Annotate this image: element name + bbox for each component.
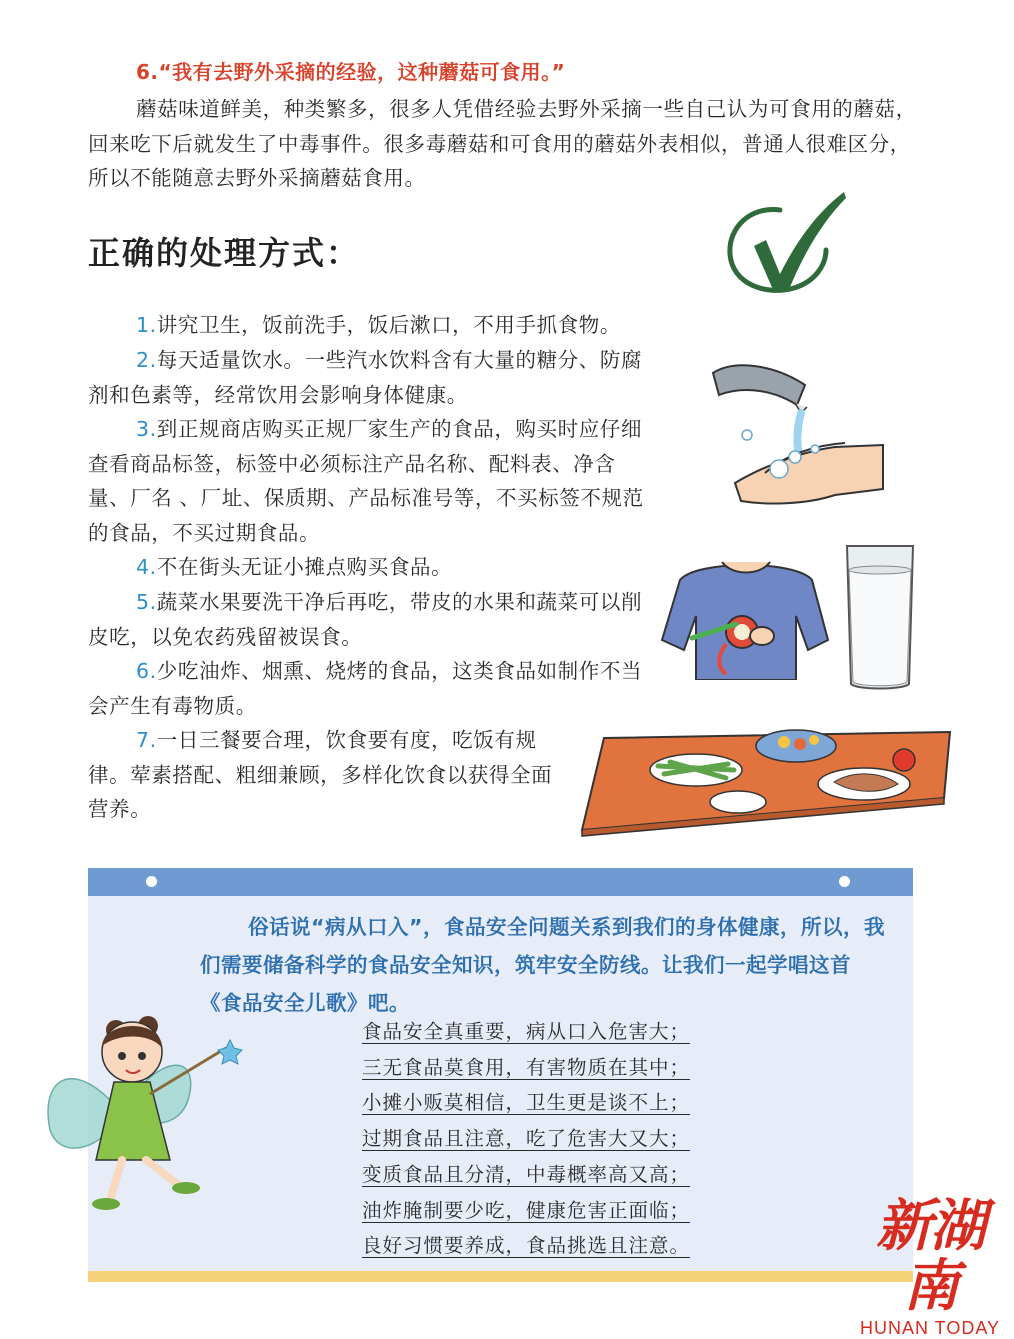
song-line: 良好习惯要养成，食品挑选且注意。 — [362, 1234, 691, 1258]
meal-table-illustration — [578, 720, 958, 840]
item-number: 5. — [136, 590, 157, 614]
banner-dot — [839, 876, 850, 887]
song-line: 变质食品且分清，中毒概率高又高； — [362, 1162, 691, 1186]
item-number: 2. — [136, 348, 157, 372]
song-line: 过期食品且注意，吃了危害大又大； — [362, 1127, 691, 1151]
brand-subtitle: HUNAN TODAY — [859, 1318, 1001, 1338]
fairy-illustration — [30, 990, 250, 1220]
banner-dot — [146, 876, 157, 887]
banner-intro-text: 俗话说“病从口入”，食品安全问题关系到我们的身体健康，所以，我们需要储备科学的食品安全知识，筑牢安全防线。让我们一起学唱这首《食品安全儿歌》吧。 — [200, 915, 885, 1015]
song-lyrics — [362, 1014, 690, 1264]
item-number: 7. — [136, 728, 157, 752]
list-item — [88, 654, 648, 723]
item-number: 6. — [136, 659, 157, 683]
banner-intro — [200, 908, 890, 1022]
checkmark-icon — [718, 188, 858, 308]
item-number: 3. — [136, 417, 157, 441]
list-item — [88, 343, 648, 412]
intro-paragraph-text: 蘑菇味道鲜美，种类繁多，很多人凭借经验去野外采摘一些自己认为可食用的蘑菇，回来吃下后就发生了中毒事件。很多毒蘑菇和可食用的蘑菇外表相似，普通人很难区分，所以不能随意去野外采摘蘑菇食用。 — [88, 97, 917, 190]
list-item — [88, 550, 648, 585]
list-item — [88, 308, 668, 343]
brand-logo — [850, 1193, 1010, 1339]
handwashing-illustration — [705, 355, 885, 515]
item-text: 一日三餐要合理，饮食要有度，吃饭有规律。荤素搭配、粗细兼顾，多样化饮食以获得全面营养。 — [88, 728, 553, 821]
item-number: 4. — [136, 555, 157, 579]
song-line: 食品安全真重要，病从口入危害大； — [362, 1020, 691, 1043]
item-text: 到正规商店购买正规厂家生产的食品，购买时应仔细查看商品标签，标签中必须标注产品名称、配料表、净含量、厂名 、厂址、保质期、产品标准号等，不买标签不规范的食品，不买过期食品。 — [88, 417, 644, 545]
banner-bottom-bar — [88, 1271, 913, 1282]
water-glass-illustration — [843, 542, 917, 692]
banner-top-bar — [88, 868, 913, 896]
list-item — [88, 723, 558, 827]
item-text: 每天适量饮水。一些汽水饮料含有大量的糖分、防腐剂和色素等，经常饮用会影响身体健康。 — [88, 348, 643, 407]
section-heading: 正确的处理方式： — [88, 234, 361, 272]
song-line: 小摊小贩莫相信，卫生更是谈不上； — [362, 1091, 691, 1115]
song-line: 三无食品莫食用，有害物质在其中； — [362, 1055, 691, 1079]
peeling-apple-illustration — [656, 540, 836, 680]
item-text: 蔬菜水果要洗干净后再吃，带皮的水果和蔬菜可以削皮吃，以免农药残留被误食。 — [88, 590, 643, 649]
list-item — [88, 585, 648, 654]
list-item — [88, 412, 648, 550]
item-text: 不在街头无证小摊点购买食品。 — [156, 555, 453, 579]
item-number: 1. — [136, 313, 157, 337]
intro-paragraph — [88, 92, 918, 196]
song-line: 油炸腌制要少吃，健康危害正面临； — [362, 1198, 691, 1222]
item-text: 讲究卫生，饭前洗手，饭后漱口，不用手抓食物。 — [156, 313, 621, 337]
item-text: 少吃油炸、烟熏、烧烤的食品，这类食品如制作不当会产生有毒物质。 — [88, 659, 643, 718]
brand-name: 新湖南 — [876, 1193, 984, 1319]
intro-heading: 6.“我有去野外采摘的经验，这种蘑菇可食用。” — [136, 60, 566, 84]
